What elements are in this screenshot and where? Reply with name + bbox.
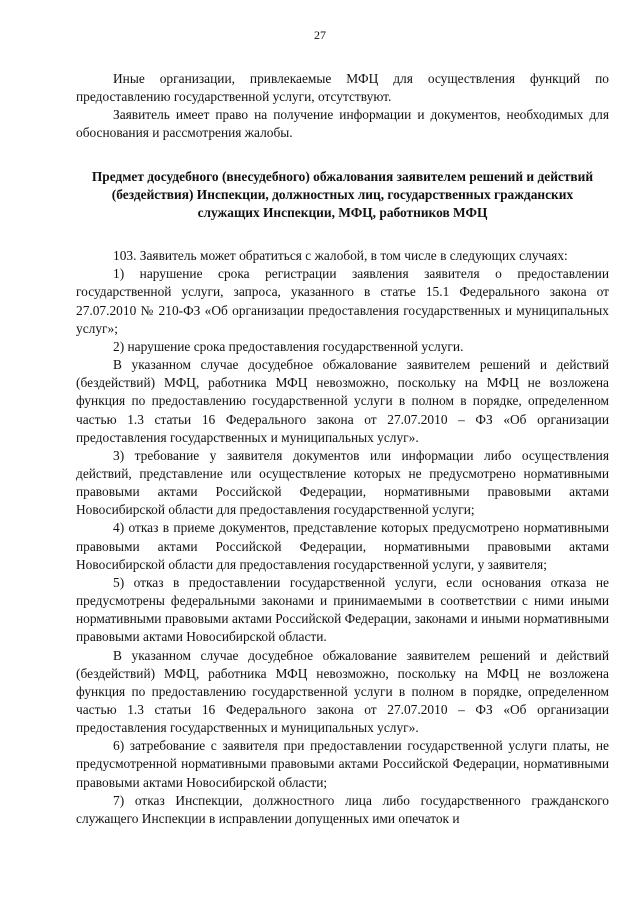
item-3-extra-documents: 3) требование у заявителя документов или информации либо осуществления действий, представление или осуществление которых не предусмотрено нормативными правовыми актами Российской Федерации, нормативными правовыми актами Новосибирской области для предоставления государственной услуги; [76,447,609,518]
intro-paragraph-other-organizations: Иные организации, привлекаемые МФЦ для осуществления функций по предоставлению государственной услуги, отсутствуют. [76,71,609,105]
page-content [76,70,609,828]
page-number: 27 [314,28,326,42]
item-4-refusal-to-accept: 4) отказ в приеме документов, представление которых предусмотрено нормативными правовыми актами Российской Федерации, нормативными правовыми актами Новосибирской области для предоставления государственной услуги, у заявителя; [76,520,609,572]
note-mfc-appeal-impossible: В указанном случае досудебное обжалование заявителем решений и действий (бездействий) МФЦ, работника МФЦ невозможно, поскольку на МФЦ не возложена функция по предоставлению государственной услуги в полном в порядке, определенном частью 1.3 статьи 16 Федерального закона от 27.07.2010 – ФЗ «Об организации предоставления государственных и муниципальных услуг». [76,357,609,445]
intro-paragraph-applicant-rights: Заявитель имеет право на получение информации и документов, необходимых для обоснования и рассмотрения жалобы. [76,107,609,141]
item-7-refusal-to-correct: 7) отказ Инспекции, должностного лица либо государственного гражданского служащего Инспекции в исправлении допущенных ими опечаток и [76,792,609,826]
item-5-refusal-of-service: 5) отказ в предоставлении государственной услуги, если основания отказа не предусмотрены федеральными законами и принимаемыми в соответствии с ними иными нормативными правовыми актами Российской Федерации, законами и иными нормативными правовыми актами Новосибирской области. [76,574,609,645]
clause-103: 103. Заявитель может обратиться с жалобой, в том числе в следующих случаях: [113,248,568,264]
item-1-registration-deadline: 1) нарушение срока регистрации заявления заявителя о предоставлении государственной услуги, запроса, указанного в статье 15.1 Федерального закона от 27.07.2010 № 210-ФЗ «Об организации предоставления государственных и муниципальных услуг»; [76,266,609,336]
item-6-unlawful-fee: 6) затребование с заявителя при предоставлении государственной услуги платы, не предусмотренной нормативными правовыми актами Российской Федерации, нормативными правовыми актами Новосибирской области; [76,738,609,790]
note-mfc-appeal-impossible-repeat: В указанном случае досудебное обжалование заявителем решений и действий (бездействий) МФЦ, работника МФЦ невозможно, поскольку на МФЦ не возложена функция по предоставлению государственной услуги в полном в порядке, определенном частью 1.3 статьи 16 Федерального закона от 27.07.2010 – ФЗ «Об организации предоставления государственных и муниципальных услуг». [76,647,609,736]
item-2-service-deadline: 2) нарушение срока предоставления государственной услуги. [113,338,464,354]
section-heading: Предмет досудебного (внесудебного) обжалования заявителем решений и действий (бездействия) Инспекции, должностных лиц, государственных гражданских служащих Инспекции, МФЦ, работников МФЦ [91,168,594,220]
